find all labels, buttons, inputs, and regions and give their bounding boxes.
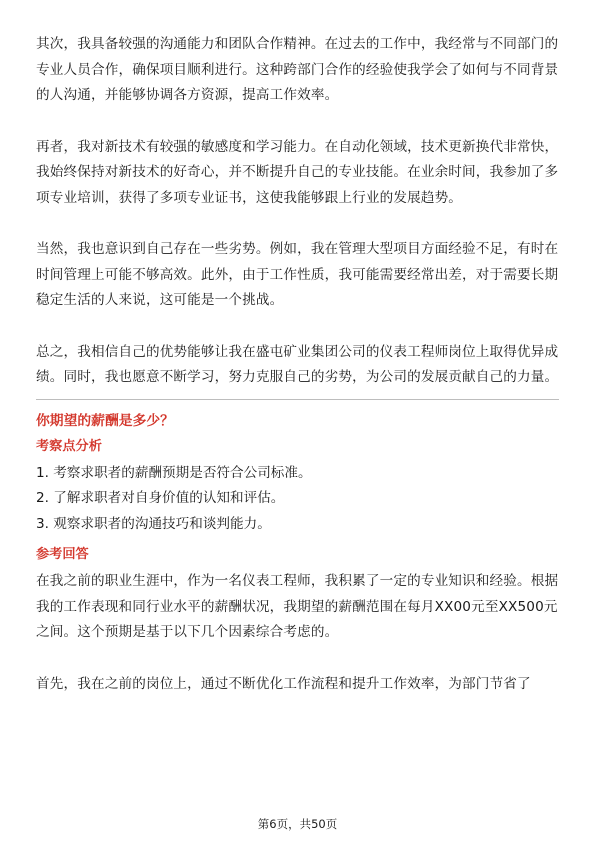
paragraph-strengths-communication: 其次，我具备较强的沟通能力和团队合作精神。在过去的工作中，我经常与不同部门的专业人员合作，确保项目顺利进行。这种跨部门合作的经验使我学会了如何与不同背景的人沟通，并能够协调各方资源，提高工作效率。	[36, 36, 559, 103]
analysis-list	[36, 461, 559, 538]
list-item: 3. 观察求职者的沟通技巧和谈判能力。	[36, 515, 271, 532]
answer-paragraph: 首先，我在之前的岗位上，通过不断优化工作流程和提升工作效率，为部门节省了	[36, 675, 531, 692]
answer-heading: 参考回答	[36, 547, 89, 562]
answer-paragraph: 在我之前的职业生涯中，作为一名仪表工程师，我积累了一定的专业知识和经验。根据我的工作表现和同行业水平的薪酬状况，我期望的薪酬范围在每月XX00元至XX500元之间。这个预期是基于以下几个因素综合考虑的。	[36, 573, 559, 640]
page-number: 第6页，共50页	[257, 817, 338, 831]
list-item: 2. 了解求职者对自身价值的认知和评估。	[36, 490, 285, 506]
question-heading: 你期望的薪酬是多少？	[36, 412, 174, 429]
analysis-heading: 考察点分析	[36, 438, 102, 454]
section-divider	[36, 399, 559, 400]
paragraph-weaknesses: 当然，我也意识到自己存在一些劣势。例如，我在管理大型项目方面经验不足，有时在时间管理上可能不够高效。此外，由于工作性质，我可能需要经常出差，对于需要长期稳定生活的人来说，这可能是一个挑战。	[36, 241, 559, 308]
paragraph-strengths-learning: 再者，我对新技术有较强的敏感度和学习能力。在自动化领域，技术更新换代非常快，我始终保持对新技术的好奇心，并不断提升自己的专业技能。在业余时间，我参加了多项专业培训，获得了多项专业证书，这使我能够跟上行业的发展趋势。	[36, 138, 559, 206]
paragraph-conclusion: 总之，我相信自己的优势能够让我在盛屯矿业集团公司的仪表工程师岗位上取得优异成绩。同时，我也愿意不断学习，努力克服自己的劣势，为公司的发展贡献自己的力量。	[36, 343, 559, 385]
list-item: 1. 考察求职者的薪酬预期是否符合公司标准。	[36, 464, 312, 481]
document-body	[36, 32, 559, 723]
